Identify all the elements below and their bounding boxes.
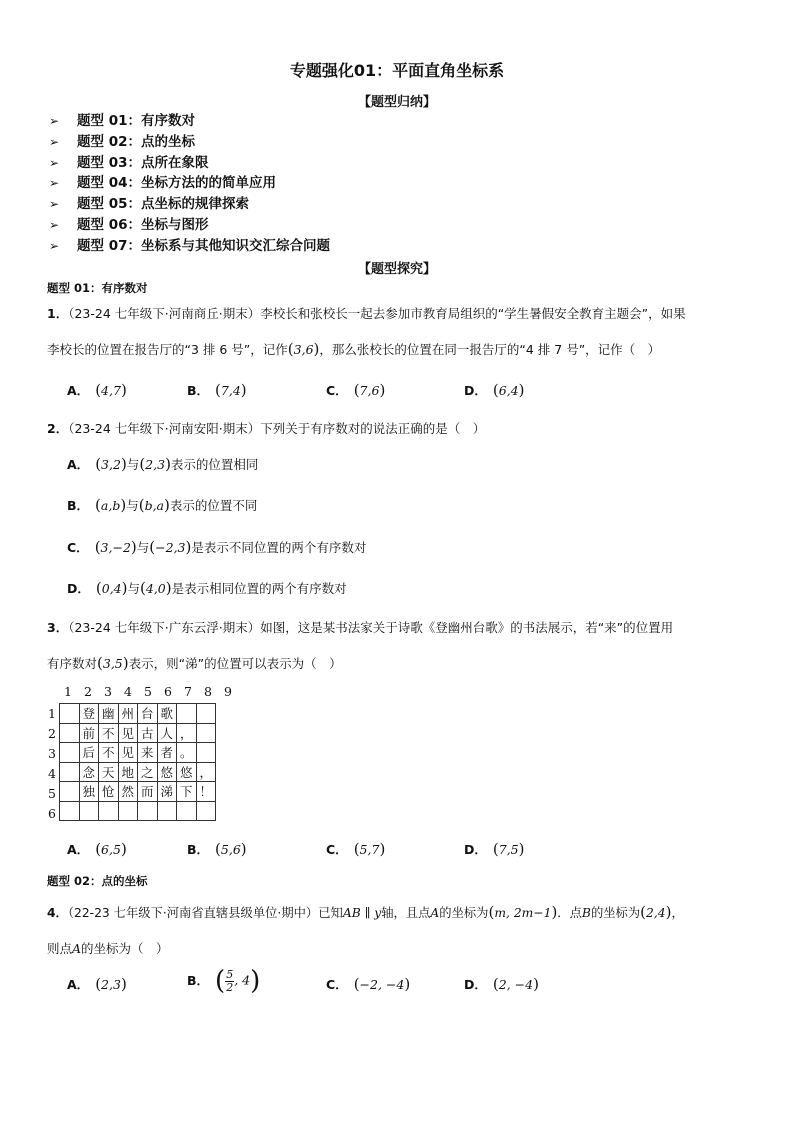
option-b[interactable]: B． (7,4) <box>187 381 247 399</box>
grid-cell: 见 <box>118 743 138 763</box>
column-number: 6 <box>164 684 172 699</box>
topic-item: ➢ 题型 06：坐标与图形 <box>49 215 330 236</box>
row-number: 3 <box>48 746 56 761</box>
grid-cell: 见 <box>118 723 138 743</box>
arrow-bullet-icon: ➢ <box>49 155 60 170</box>
option-a[interactable]: A． (2,3) <box>67 975 127 993</box>
section-heading-1: 题型 01：有序数对 <box>47 281 148 295</box>
question-4-line-1: 4．（22-23 七年级下·河南省直辖县级单位·期中）已知AB ∥ y轴，且点A的坐标为(m, 2m−1)．点B的坐标为(2,4)， <box>47 903 684 921</box>
grid-cell: 之 <box>138 762 158 782</box>
grid-cell: 地 <box>118 762 138 782</box>
grid-cell: 台 <box>138 704 158 724</box>
grid-cell <box>60 743 80 763</box>
grid-cell: ， <box>177 723 197 743</box>
option-b[interactable]: B． (5,6) <box>187 840 247 858</box>
grid-cell: 登 <box>79 704 99 724</box>
grid-row <box>60 762 216 782</box>
column-number: 5 <box>144 684 152 699</box>
grid-cell: 而 <box>138 782 158 802</box>
grid-cell <box>196 704 216 724</box>
arrow-bullet-icon: ➢ <box>49 217 60 232</box>
grid-cell <box>138 801 158 821</box>
fraction: $\frac{5}{2}$ <box>226 967 234 994</box>
summary-heading: 【题型归纳】 <box>357 95 436 110</box>
grid-cell: 涕 <box>157 782 177 802</box>
grid-cell: 天 <box>99 762 119 782</box>
arrow-bullet-icon: ➢ <box>49 197 60 212</box>
grid-row <box>60 723 216 743</box>
grid-cell: 下 <box>177 782 197 802</box>
option-d[interactable]: D． (2, −4) <box>464 975 539 993</box>
grid-cell: 。 <box>177 743 197 763</box>
grid-cell <box>177 801 197 821</box>
row-number: 5 <box>48 786 56 801</box>
grid-cell <box>118 801 138 821</box>
grid-cell: 怆 <box>99 782 119 802</box>
grid-cell <box>79 801 99 821</box>
grid-cell: 者 <box>157 743 177 763</box>
grid-cell <box>60 782 80 802</box>
row-number: 6 <box>48 806 56 821</box>
grid-cell <box>196 801 216 821</box>
question-4-line-2: 则点A的坐标为（ ） <box>47 941 169 956</box>
grid-cell: 古 <box>138 723 158 743</box>
grid-cell: 独 <box>79 782 99 802</box>
topic-item: ➢ 题型 07：坐标系与其他知识交汇综合问题 <box>49 236 330 257</box>
row-number: 4 <box>48 766 56 781</box>
option-b[interactable]: B． (a,b)与(b,a)表示的位置不同 <box>67 496 258 514</box>
topic-item: ➢ 题型 03：点所在象限 <box>49 153 330 174</box>
topic-item: ➢ 题型 04：坐标方法的的简单应用 <box>49 173 330 194</box>
column-number: 8 <box>204 684 212 699</box>
grid-cell: 不 <box>99 723 119 743</box>
grid-cell: ， <box>196 762 216 782</box>
topic-list <box>49 111 330 257</box>
grid-cell: 幽 <box>99 704 119 724</box>
grid-row <box>60 801 216 821</box>
grid-cell <box>60 762 80 782</box>
poem-grid <box>59 703 216 821</box>
column-number: 2 <box>84 684 92 699</box>
question-2-line-1: 2．（23-24 七年级下·河南安阳·期末）下列关于有序数对的说法正确的是（ ） <box>47 421 486 436</box>
row-number: 1 <box>48 706 56 721</box>
grid-row <box>60 782 216 802</box>
section-heading-2: 题型 02：点的坐标 <box>47 874 148 888</box>
grid-cell <box>196 723 216 743</box>
topic-item: ➢ 题型 05：点坐标的规律探索 <box>49 194 330 215</box>
grid-cell: 州 <box>118 704 138 724</box>
grid-cell <box>60 723 80 743</box>
option-a[interactable]: A． (6,5) <box>67 840 127 858</box>
arrow-bullet-icon: ➢ <box>49 114 60 128</box>
option-a[interactable]: A． (3,2)与(2,3)表示的位置相同 <box>67 455 259 473</box>
arrow-bullet-icon: ➢ <box>49 238 60 253</box>
option-d[interactable]: D． (0,4)与(4,0)是表示相同位置的两个有序数对 <box>67 579 347 597</box>
column-number: 9 <box>224 684 232 699</box>
page-title: 专题强化01：平面直角坐标系 <box>289 61 505 80</box>
grid-cell: 来 <box>138 743 158 763</box>
grid-cell: 悠 <box>177 762 197 782</box>
grid-cell: 悠 <box>157 762 177 782</box>
grid-row <box>60 743 216 763</box>
column-number: 1 <box>64 684 72 699</box>
explore-heading: 【题型探究】 <box>357 262 436 277</box>
grid-cell: 歌 <box>157 704 177 724</box>
option-c[interactable]: C． (3,−2)与(−2,3)是表示不同位置的两个有序数对 <box>67 538 367 556</box>
option-a[interactable]: A． (4,7) <box>67 381 127 399</box>
option-d[interactable]: D． (7,5) <box>464 840 525 858</box>
arrow-bullet-icon: ➢ <box>49 176 60 191</box>
grid-cell <box>157 801 177 821</box>
grid-cell: ！ <box>196 782 216 802</box>
grid-cell: 人 <box>157 723 177 743</box>
question-3-line-2: 有序数对(3,5)表示，则“涕”的位置可以表示为（ ） <box>47 654 342 672</box>
grid-cell <box>60 801 80 821</box>
option-d[interactable]: D． (6,4) <box>464 381 525 399</box>
option-b[interactable]: B． ( $\frac{5}{2}$ , 4) <box>187 966 261 996</box>
row-number: 2 <box>48 726 56 741</box>
grid-cell <box>99 801 119 821</box>
grid-cell <box>196 743 216 763</box>
question-1-line-2: 李校长的位置在报告厅的“3 排 6 号”，记作(3,6)，那么张校长的位置在同一报告厅的“4 排 7 号”，记作（ ） <box>47 340 661 358</box>
column-number: 4 <box>124 684 132 699</box>
question-1-line-1: 1．（23-24 七年级下·河南商丘·期末）李校长和张校长一起去参加市教育局组织的“学生暑假安全教育主题会”，如果 <box>47 306 686 321</box>
grid-cell <box>177 704 197 724</box>
option-c[interactable]: C． (5,7) <box>326 840 386 858</box>
column-number: 3 <box>104 684 112 699</box>
topic-item: ➢ 题型 02：点的坐标 <box>49 132 330 153</box>
topic-item: ➢ 题型 01：有序数对 <box>49 111 330 132</box>
grid-cell: 不 <box>99 743 119 763</box>
question-3-line-1: 3．（23-24 七年级下·广东云浮·期末）如图，这是某书法家关于诗歌《登幽州台歌》的书法展示，若“来”的位置用 <box>47 620 674 635</box>
column-number: 7 <box>184 684 192 699</box>
option-c[interactable]: C． (7,6) <box>326 381 386 399</box>
grid-cell: 后 <box>79 743 99 763</box>
grid-cell: 前 <box>79 723 99 743</box>
grid-row <box>60 704 216 724</box>
arrow-bullet-icon: ➢ <box>49 134 60 149</box>
grid-cell: 念 <box>79 762 99 782</box>
option-c[interactable]: C． (−2, −4) <box>326 975 411 993</box>
grid-cell: 然 <box>118 782 138 802</box>
grid-cell <box>60 704 80 724</box>
